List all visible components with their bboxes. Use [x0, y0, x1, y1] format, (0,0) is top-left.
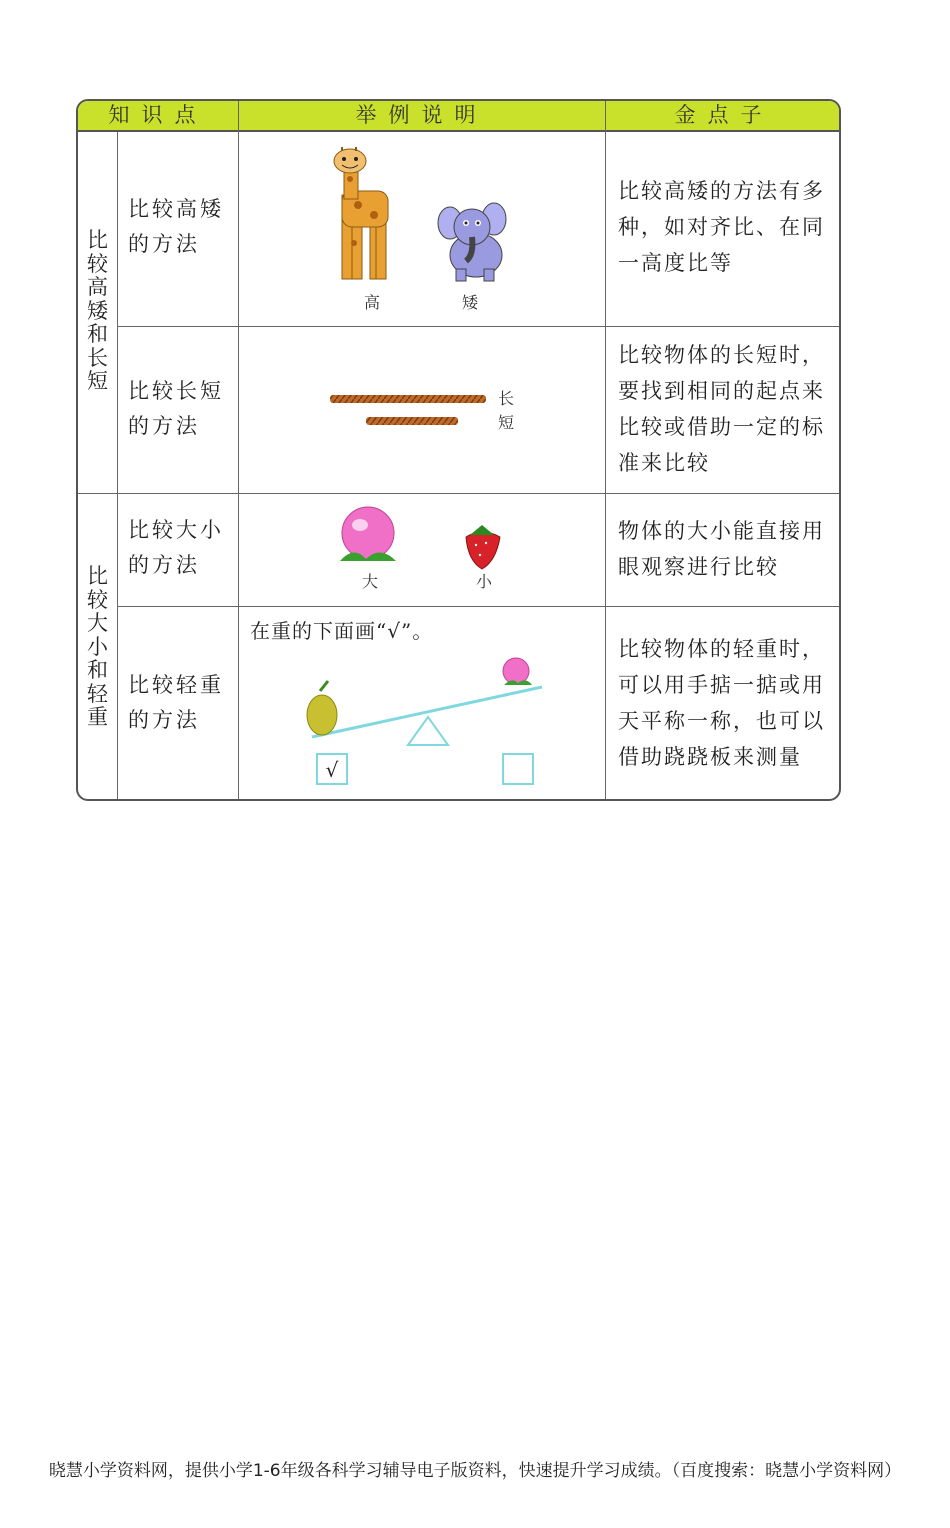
peach-big-image [334, 505, 404, 571]
category-char: 和 [87, 658, 108, 682]
category-char: 大 [87, 611, 108, 635]
label-short-length: 短 [498, 413, 515, 432]
label-tall: 高 [364, 293, 381, 312]
peach-small-image [503, 658, 529, 684]
label-long: 长 [498, 389, 515, 408]
label-big: 大 [362, 572, 379, 591]
tip-size: 物体的大小能直接用眼观察进行比较 [618, 519, 825, 579]
divider [78, 493, 839, 494]
divider [117, 606, 839, 607]
pear-image [307, 695, 337, 735]
category-char: 和 [87, 322, 108, 346]
category-char: 较 [87, 587, 108, 612]
divider [238, 101, 239, 799]
divider [117, 132, 118, 799]
category-char: 短 [87, 369, 108, 393]
giraffe-image [328, 143, 408, 293]
tip-length: 比较物体的长短时，要找到相同的起点来比较或借助一定的标准来比较 [618, 343, 825, 475]
category-char: 比 [87, 228, 108, 252]
tip-height: 比较高矮的方法有多种，如对齐比、在同一高度比等 [618, 179, 825, 275]
long-rope [330, 395, 486, 403]
category-char: 较 [87, 251, 108, 276]
knowledge-table [76, 99, 841, 801]
category-height-length [78, 229, 117, 394]
header-tips: 金点子 [674, 103, 774, 127]
instruction-text: 在重的下面画“√”。 [250, 619, 434, 643]
label-short: 矮 [462, 293, 479, 312]
divider [605, 101, 606, 799]
method-height: 比较高矮的方法 [128, 197, 224, 256]
divider [117, 326, 839, 327]
label-small: 小 [476, 572, 493, 591]
category-size-weight [78, 565, 117, 730]
table-header [78, 101, 839, 132]
header-examples: 举例说明 [355, 103, 488, 127]
tip-weight: 比较物体的轻重时，可以用手掂一掂或用天平称一称，也可以借助跷跷板来测量 [618, 637, 825, 769]
elephant-image [434, 197, 514, 287]
ropes-image [330, 391, 490, 431]
seesaw-fulcrum [408, 717, 448, 745]
checkbox-pear[interactable]: √ [316, 753, 348, 785]
short-rope [366, 417, 458, 425]
strawberry-image [458, 521, 508, 571]
method-length: 比较长短的方法 [128, 379, 224, 438]
category-char: 轻 [87, 681, 108, 706]
method-size: 比较大小的方法 [128, 518, 224, 577]
category-char: 长 [87, 345, 108, 370]
checkbox-peach[interactable] [502, 753, 534, 785]
category-char: 矮 [87, 298, 108, 323]
category-char: 高 [87, 275, 108, 299]
category-char: 比 [87, 564, 108, 588]
method-weight: 比较轻重的方法 [128, 673, 224, 732]
category-char: 重 [87, 705, 108, 729]
footer-text: 晓慧小学资料网，提供小学1-6年级各科学习辅导电子版资料，快速提升学习成绩。（百度搜索：晓慧小学资料网） [48, 1461, 902, 1481]
header-knowledge-point: 知识点 [108, 103, 208, 127]
category-char: 小 [87, 634, 108, 659]
